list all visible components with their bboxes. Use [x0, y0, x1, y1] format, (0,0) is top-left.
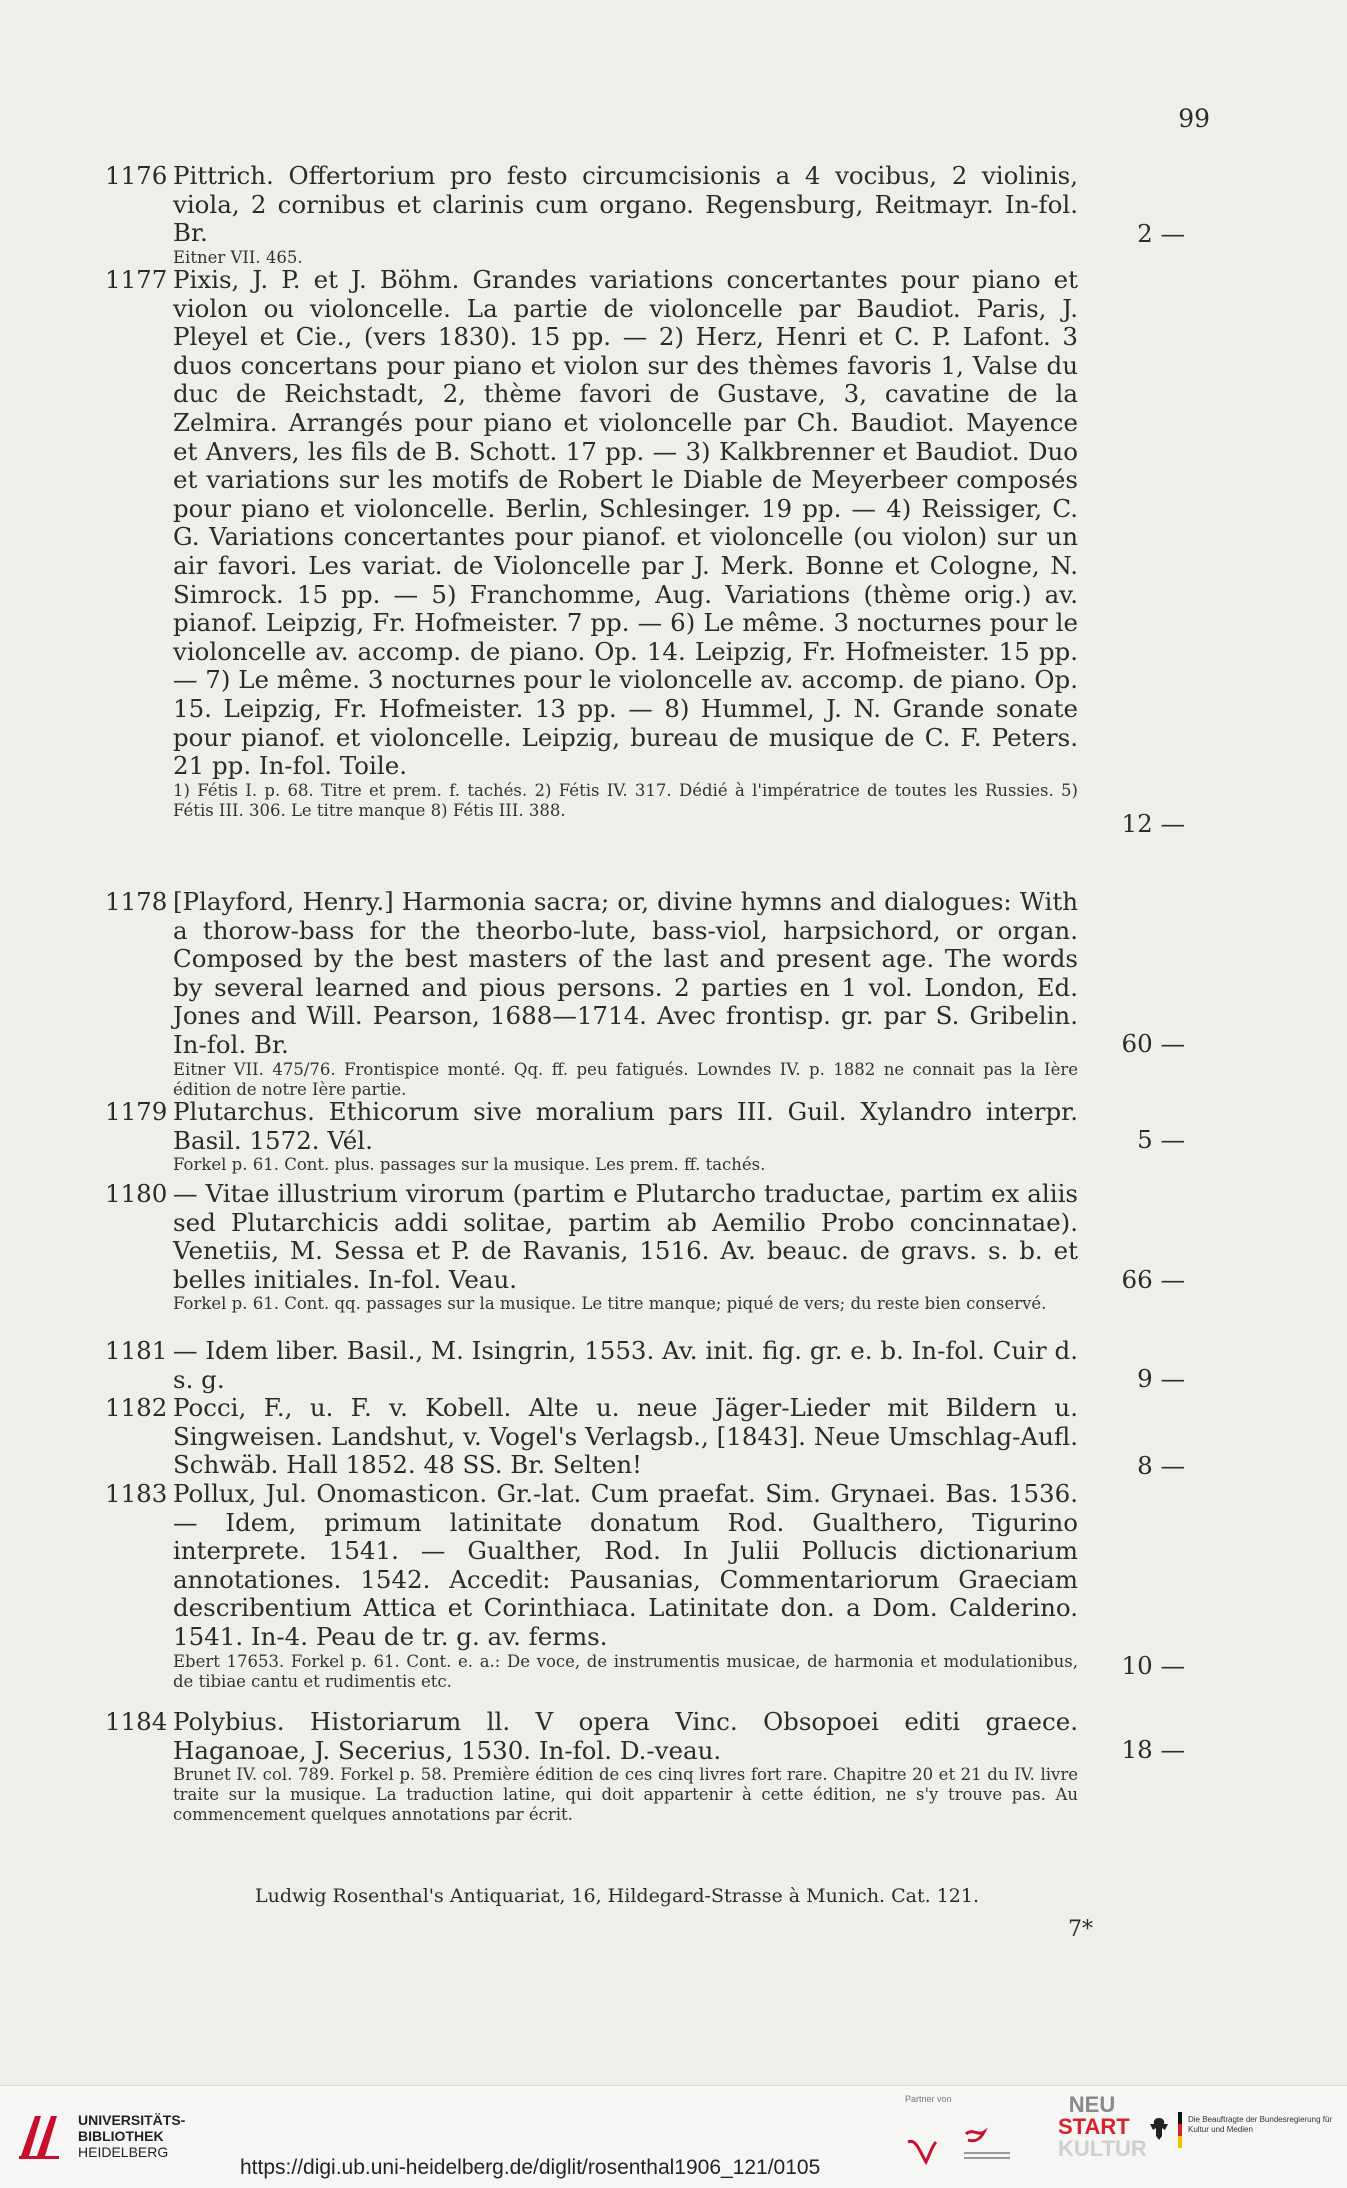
neustart-word: NEU	[1068, 2092, 1116, 2117]
entry-note: Brunet IV. col. 789. Forkel p. 58. Première édition de ces cinq livres fort rare. Chapitre 20 et 21 du IV. livre traite sur la musique. La traduction latine, qui doit appartenir à cette édition, ne s'y trouve pas. Au commencement quelques annotations par écrit.	[173, 1765, 1078, 1825]
library-name[interactable]	[78, 2112, 185, 2160]
partner-logo-icon[interactable]	[906, 2112, 1016, 2170]
entry-number: 1179	[105, 1097, 168, 1126]
entry-note: Forkel p. 61. Cont. qq. passages sur la musique. Le titre manque; piqué de vers; du reste bien conservé.	[173, 1294, 1047, 1314]
catalog-entry	[105, 1337, 1185, 1394]
neustart-kultur-logo[interactable]	[1058, 2092, 1147, 2161]
entry-price: 2 —	[1137, 219, 1185, 248]
entry-note: 1) Fétis I. p. 68. Titre et prem. f. tachés. 2) Fétis IV. 317. Dédié à l'impératrice de toutes les Russies. 5) Fétis III. 306. Le titre manque 8) Fétis III. 388.	[173, 780, 1078, 820]
catalog-footer: Ludwig Rosenthal's Antiquariat, 16, Hildegard-Strasse à Munich. Cat. 121.	[255, 1885, 980, 1907]
entry-number: 1183	[105, 1479, 168, 1508]
entry-text: — Idem liber. Basil., M. Isingrin, 1553. Av. init. fig. gr. e. b. In-fol. Cuir d. s. g.	[173, 1336, 1078, 1394]
entry-number: 1178	[105, 887, 168, 916]
entry-number: 1176	[105, 161, 168, 190]
library-name-line: BIBLIOTHEK	[78, 2128, 164, 2144]
entry-price: 18 —	[1121, 1735, 1185, 1764]
catalog-entry	[105, 1708, 1185, 1825]
catalog-entry	[105, 265, 1185, 838]
entry-number: 1180	[105, 1179, 168, 1208]
entry-note: Eitner VII. 465.	[173, 247, 303, 267]
entry-text: [Playford, Henry.] Harmonia sacra; or, divine hymns and dialogues: With a thorow-bass for the theorbo-lute, bass-viol, harpsichord, or organ. Composed by the best masters of the last and present age. The words by several learned and pious persons. 2 parties en 1 vol. London, Ed. Jones and Will. Pearson, 1688—1714. Avec frontisp. gr. par S. Gribelin. In-fol. Br.	[173, 887, 1078, 1059]
entry-note: Ebert 17653. Forkel p. 61. Cont. e. a.: De voce, de instrumentis musicae, de harmonia et modulationibus, de tibiae cantu et rudimentis etc.	[173, 1651, 1078, 1691]
neustart-word: KULTUR	[1058, 2136, 1147, 2161]
catalog-entry	[105, 162, 1185, 268]
entry-price: 8 —	[1137, 1451, 1185, 1480]
entry-number: 1181	[105, 1336, 168, 1365]
entry-price: 10 —	[1121, 1651, 1185, 1680]
page-number: 99	[1178, 104, 1210, 133]
library-name-line: HEIDELBERG	[78, 2144, 169, 2160]
entry-price: 5 —	[1137, 1125, 1185, 1154]
entry-number: 1184	[105, 1707, 168, 1736]
entry-text: Pocci, F., u. F. v. Kobell. Alte u. neue Jäger-Lieder mit Bildern u. Singweisen. Landshut, v. Vogel's Verlagsb., [1843]. Neue Umschlag-Aufl. Schwäb. Hall 1852. 48 SS. Br. Selten!	[173, 1393, 1078, 1480]
partner-label: Partner von	[905, 2094, 952, 2104]
library-name-line: UNIVERSITÄTS-	[78, 2112, 186, 2128]
catalog-entry	[105, 888, 1185, 1100]
neustart-word: START	[1058, 2114, 1130, 2139]
entry-text: Plutarchus. Ethicorum sive moralium pars III. Guil. Xylandro interpr. Basil. 1572. Vél.	[173, 1097, 1078, 1155]
entry-note: Forkel p. 61. Cont. plus. passages sur la musique. Les prem. ff. tachés.	[173, 1155, 766, 1175]
catalog-entry	[105, 1480, 1185, 1692]
entry-number: 1182	[105, 1393, 168, 1422]
bkm-logo[interactable]	[1148, 2112, 1338, 2152]
bkm-text: Die Beauftragte der Bundesregierung für Kultur und Medien	[1188, 2115, 1333, 2134]
catalog-entry	[105, 1180, 1185, 1314]
entry-text: Pittrich. Offertorium pro festo circumcisionis a 4 vocibus, 2 violinis, viola, 2 cornibus et clarinis cum organo. Regensburg, Reitmayr. In-fol. Br.	[173, 161, 1078, 248]
entry-price: 12 —	[1121, 809, 1185, 838]
entry-text: Pixis, J. P. et J. Böhm. Grandes variations concertantes pour piano et violon ou violoncelle. La partie de violoncelle par Baudiot. Paris, J. Pleyel et Cie., (vers 1830). 15 pp. — 2) Herz, Henri et C. P. Lafont. 3 duos concertans pour piano et violon sur des thèmes favoris 1, Valse du duc de Reichstadt, 2, thème favori de Gustave, 3, cavatine de la Zelmira. Arrangés pour piano et violoncelle par Ch. Baudiot. Mayence et Anvers, les fils de B. Schott. 17 pp. — 3) Kalkbrenner et Baudiot. Duo et variations sur les motifs de Robert le Diable de Meyerbeer composés pour piano et violoncelle. Berlin, Schlesinger. 19 pp. — 4) Reissiger, C. G. Variations concertantes pour pianof. et violoncelle (ou violon) sur un air favori. Les variat. de Violoncelle par J. Merk. Bonne et Cologne, N. Simrock. 15 pp. — 5) Franchomme, Aug. Variations (thème orig.) av. pianof. Leipzig, Fr. Hofmeister. 7 pp. — 6) Le même. 3 nocturnes pour le violoncelle av. accomp. de piano. Op. 14. Leipzig, Fr. Hofmeister. 15 pp. — 7) Le même. 3 nocturnes pour le violoncelle av. accomp. de piano. Op. 15. Leipzig, Fr. Hofmeister. 13 pp. — 8) Hummel, J. N. Grande sonate pour pianof. et violoncelle. Leipzig, bureau de musique de C. F. Peters. 21 pp. In-fol. Toile.	[173, 265, 1078, 781]
entry-text: Polybius. Historiarum ll. V opera Vinc. Obsopoei editi graece. Haganoae, J. Secerius, 1530. In-fol. D.-veau.	[173, 1707, 1078, 1765]
signature-mark: 7*	[1068, 1917, 1093, 1942]
library-logo-icon[interactable]	[15, 2110, 63, 2162]
entry-text: — Vitae illustrium virorum (partim e Plutarcho traductae, partim ex aliis sed Plutarchicis addi solitae, partim ab Aemilio Probo concinnatae). Venetiis, M. Sessa et P. de Ravanis, 1516. Av. beauc. de gravs. s. b. et belles initiales. In-fol. Veau.	[173, 1179, 1078, 1294]
entry-price: 60 —	[1121, 1029, 1185, 1058]
entry-text: Pollux, Jul. Onomasticon. Gr.-lat. Cum praefat. Sim. Grynaei. Bas. 1536. — Idem, primum latinitate donatum Rod. Gualthero, Tigurino interprete. 1541. — Gualther, Rod. In Julii Pollucis dictionarium annotationes. 1542. Accedit: Pausanias, Commentariorum Graeciam describentium Attica et Corinthiaca. Latinitate don. a Dom. Calderino. 1541. In-4. Peau de tr. g. av. ferms.	[173, 1479, 1078, 1651]
entry-price: 66 —	[1121, 1265, 1185, 1294]
permalink-url[interactable]: https://digi.ub.uni-heidelberg.de/diglit/rosenthal1906_121/0105	[240, 2156, 821, 2179]
catalog-entry	[105, 1394, 1185, 1480]
eagle-icon	[1148, 2116, 1170, 2142]
entry-note: Eitner VII. 475/76. Frontispice monté. Qq. ff. peu fatigués. Lowndes IV. p. 1882 ne connait pas la Ière édition de notre Ière partie.	[173, 1059, 1078, 1099]
entry-number: 1177	[105, 265, 168, 294]
catalog-entry	[105, 1098, 1185, 1175]
entry-price: 9 —	[1137, 1364, 1185, 1393]
flag-stripe-icon	[1178, 2112, 1182, 2148]
